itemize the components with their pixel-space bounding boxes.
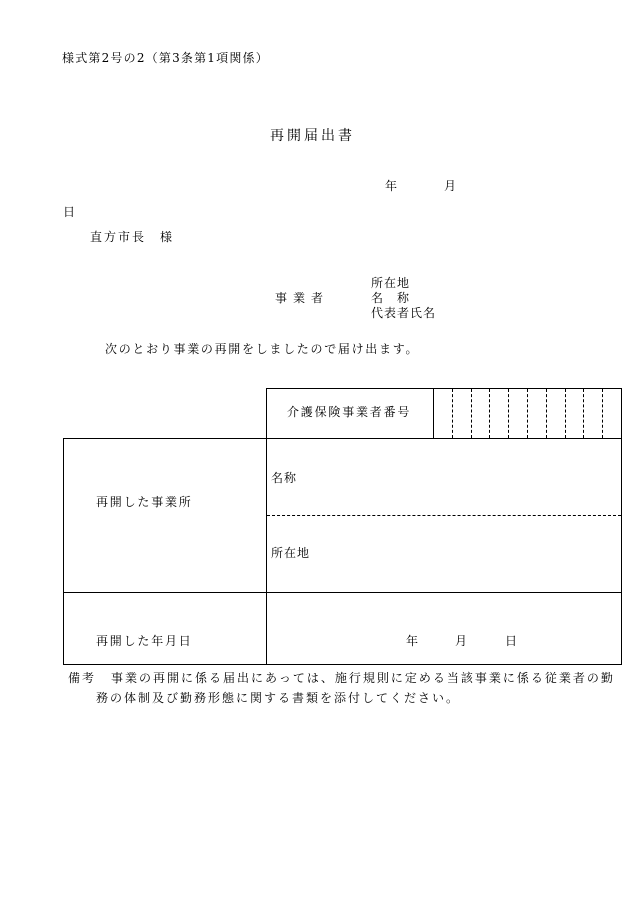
submission-date-day-label: 日 <box>63 205 76 219</box>
office-address-field[interactable] <box>267 516 621 593</box>
resumed-office-label-cell <box>64 439 267 593</box>
applicant-representative-label: 代表者氏名 <box>371 306 437 320</box>
resumption-month-label: 月 <box>455 634 469 648</box>
remarks-label: 備考 <box>68 671 97 685</box>
provider-number-digit-cell[interactable] <box>489 389 508 438</box>
provider-number-digit-cell[interactable] <box>583 389 602 438</box>
form-number: 様式第2号の2（第3条第1項関係） <box>62 51 269 65</box>
document-title: 再開届出書 <box>270 128 355 144</box>
provider-number-digit-cell[interactable] <box>602 389 621 438</box>
provider-number-digit-cell[interactable] <box>527 389 546 438</box>
submission-date-month-label: 月 <box>444 179 457 193</box>
provider-number-digit-cell[interactable] <box>508 389 527 438</box>
addressee: 直方市長 様 <box>90 230 175 244</box>
provider-number-digit-cell[interactable] <box>546 389 565 438</box>
office-name-label: 名称 <box>271 471 298 485</box>
submission-date-year-label: 年 <box>385 179 398 193</box>
provider-number-digit-cell[interactable] <box>452 389 471 438</box>
resumption-year-label: 年 <box>406 634 420 648</box>
remarks-text-line-2: 務の体制及び勤務形態に関する書類を添付してください。 <box>96 691 461 705</box>
applicant-name-label: 名 称 <box>371 291 411 305</box>
resumption-date-label-cell <box>64 593 267 664</box>
resumption-date-field[interactable] <box>267 593 621 664</box>
provider-number-digits <box>433 389 621 438</box>
office-name-field[interactable] <box>267 439 621 516</box>
resumption-day-label: 日 <box>505 634 519 648</box>
provider-number-digit-cell[interactable] <box>565 389 584 438</box>
office-address-label: 所在地 <box>271 546 311 560</box>
provider-number-digit-cell[interactable] <box>471 389 490 438</box>
applicant-address-label: 所在地 <box>371 276 411 290</box>
applicant-heading: 事業者 <box>275 291 330 305</box>
resumption-details-table <box>63 438 622 665</box>
resumed-office-label: 再開した事業所 <box>96 495 193 509</box>
provider-number-label: 介護保険事業者番号 <box>287 405 412 419</box>
provider-number-box <box>266 388 622 438</box>
provider-number-digit-cell[interactable] <box>434 389 452 438</box>
remarks-text-line-1: 事業の再開に係る届出にあっては、施行規則に定める当該事業に係る従業者の勤 <box>111 671 615 685</box>
statement-text: 次のとおり事業の再開をしましたので届け出ます。 <box>105 342 420 356</box>
resumption-date-label: 再開した年月日 <box>96 634 193 648</box>
